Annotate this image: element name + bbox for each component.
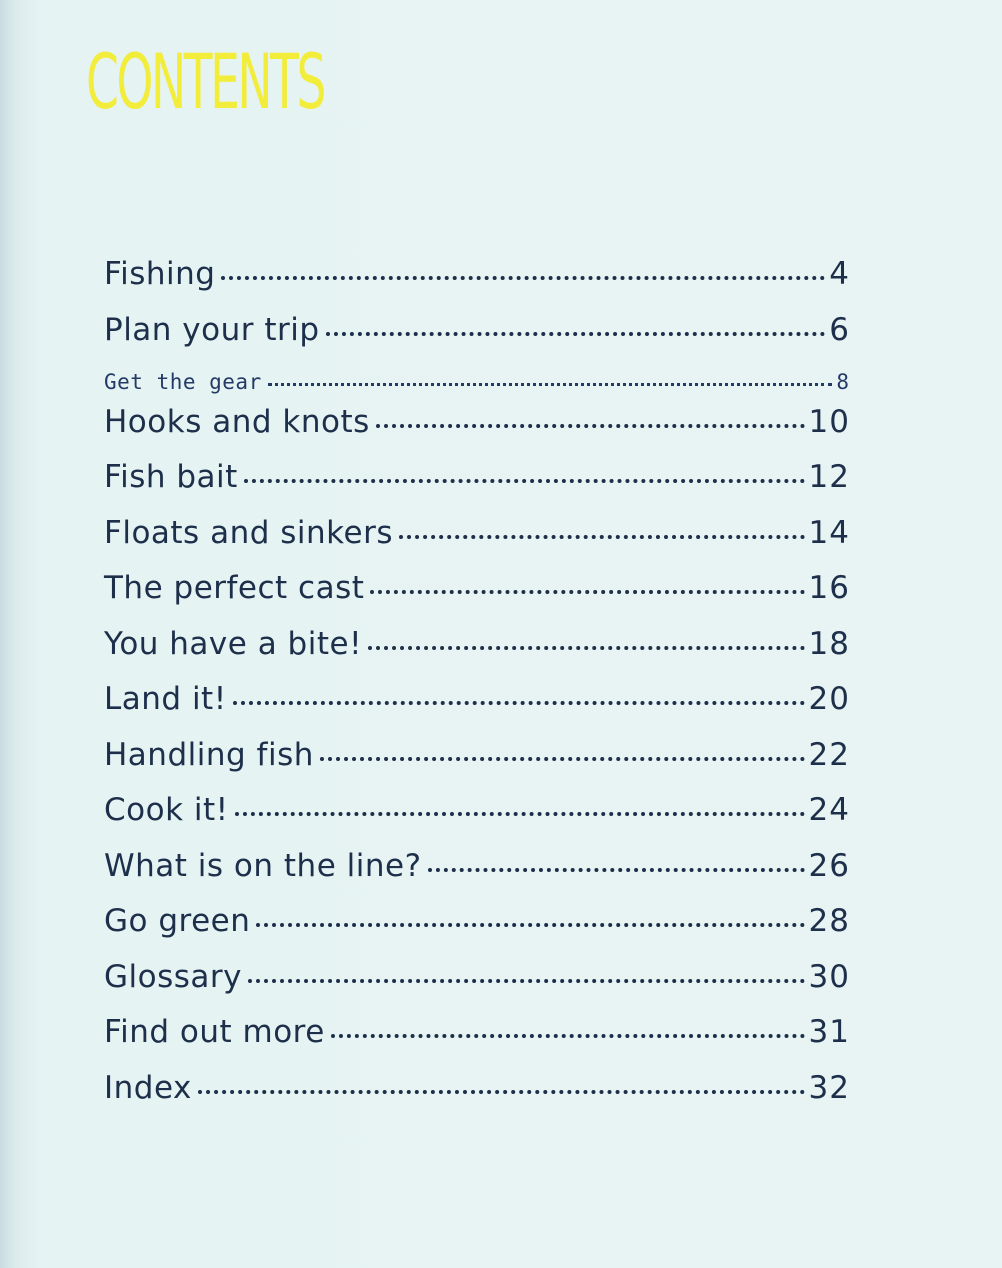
- toc-entry[interactable]: [104, 624, 850, 664]
- dot-leader: [244, 479, 805, 483]
- toc-entry[interactable]: [104, 513, 850, 553]
- toc-entry-page: 32: [808, 1070, 850, 1106]
- page-title: CONTENTS: [86, 37, 324, 126]
- toc-entry-label: Find out more: [104, 1014, 325, 1050]
- dot-leader: [320, 757, 805, 761]
- toc-entry-page: 14: [808, 515, 850, 551]
- toc-entry[interactable]: [104, 568, 850, 608]
- toc-entry-label: Index: [104, 1070, 192, 1106]
- toc-entry[interactable]: [104, 679, 850, 719]
- toc-entry-label: What is on the line?: [104, 848, 422, 884]
- toc-entry-page: 31: [808, 1014, 850, 1050]
- dot-leader: [235, 812, 805, 816]
- toc-entry-page: 24: [808, 792, 850, 828]
- dot-leader: [368, 646, 805, 650]
- toc-entry[interactable]: [104, 901, 850, 941]
- toc-entry[interactable]: [104, 957, 850, 997]
- toc-entry-page: 6: [829, 312, 850, 348]
- dot-leader: [256, 923, 804, 927]
- dot-leader: [268, 383, 833, 386]
- toc-entry[interactable]: [104, 310, 850, 350]
- toc-entry-page: 20: [808, 681, 850, 717]
- toc-entry-label: Handling fish: [104, 737, 314, 773]
- toc-entry[interactable]: [104, 1012, 850, 1052]
- toc-entry-label: Glossary: [104, 959, 242, 995]
- toc-entry-label: Hooks and knots: [104, 404, 370, 440]
- dot-leader: [198, 1090, 805, 1094]
- toc-entry[interactable]: [104, 254, 850, 294]
- toc-entry-label: Land it!: [104, 681, 227, 717]
- toc-entry-page: 26: [808, 848, 850, 884]
- toc-entry-label: Fish bait: [104, 459, 238, 495]
- dot-leader: [331, 1034, 805, 1038]
- dot-leader: [248, 979, 805, 983]
- dot-leader: [221, 276, 825, 280]
- toc-entry[interactable]: [104, 457, 850, 497]
- toc-entry[interactable]: [104, 362, 850, 402]
- dot-leader: [376, 424, 805, 428]
- toc-entry[interactable]: [104, 1068, 850, 1108]
- toc-entry-label: Go green: [104, 903, 251, 939]
- toc-entry-label: Plan your trip: [104, 312, 320, 348]
- toc-entry-label: Cook it!: [104, 792, 229, 828]
- toc-entry-label: Get the gear: [104, 370, 262, 394]
- dot-leader: [399, 535, 805, 539]
- toc-entry-page: 12: [808, 459, 850, 495]
- dot-leader: [370, 590, 804, 594]
- toc-entry-page: 28: [808, 903, 850, 939]
- toc-entry-label: Floats and sinkers: [104, 515, 393, 551]
- toc-entry-page: 10: [808, 404, 850, 440]
- toc-entry-page: 22: [808, 737, 850, 773]
- toc-entry-page: 18: [808, 626, 850, 662]
- toc-entry-page: 4: [829, 256, 850, 292]
- toc-entry-page: 8: [836, 370, 850, 394]
- toc-entry-label: You have a bite!: [104, 626, 362, 662]
- dot-leader: [428, 868, 805, 872]
- toc-entry-label: The perfect cast: [104, 570, 365, 606]
- toc-entry-label: Fishing: [104, 256, 216, 292]
- toc-entry[interactable]: [104, 790, 850, 830]
- toc-entry[interactable]: [104, 402, 850, 442]
- dot-leader: [326, 332, 826, 336]
- toc-entry[interactable]: [104, 846, 850, 886]
- toc-entry[interactable]: [104, 735, 850, 775]
- dot-leader: [233, 701, 805, 705]
- toc-entry-page: 16: [808, 570, 850, 606]
- toc-entry-page: 30: [808, 959, 850, 995]
